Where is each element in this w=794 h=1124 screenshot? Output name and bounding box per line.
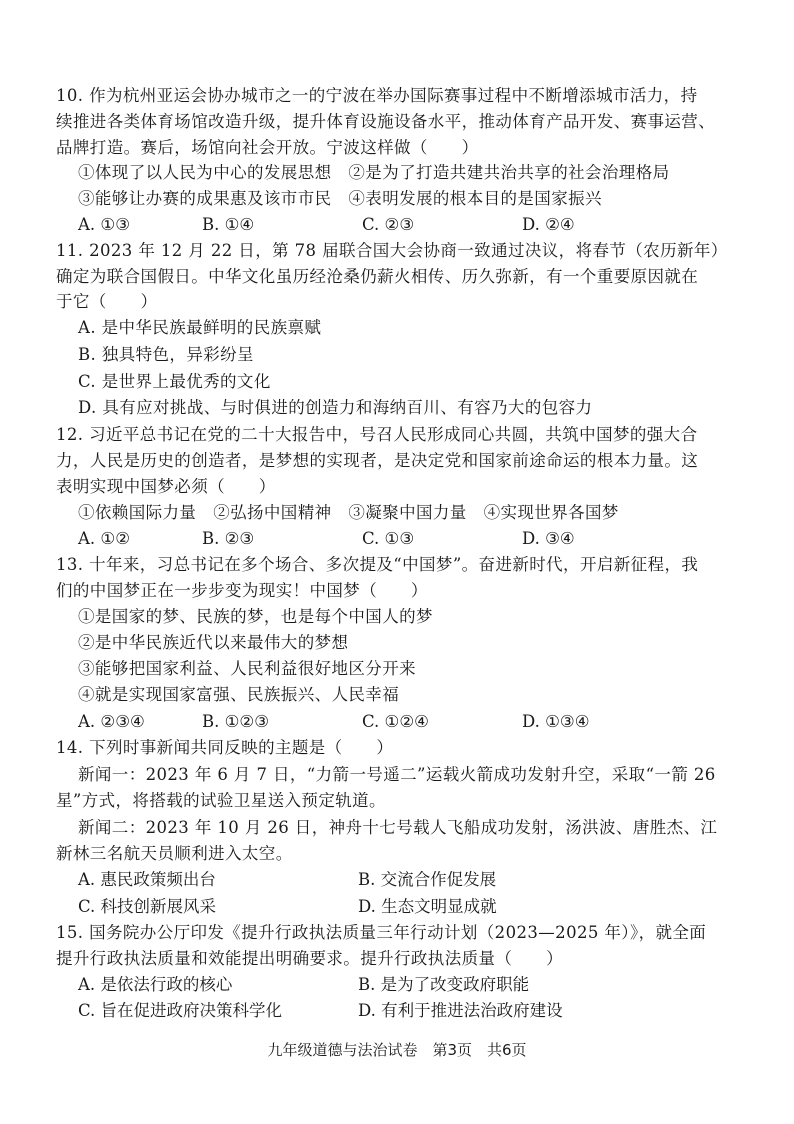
answer-options: [78, 870, 638, 890]
news-line: 星”方式，将搭载的试验卫星送入预定轨道。: [56, 791, 386, 810]
option-b: B. ②③: [202, 529, 255, 548]
question-stem-line: 提升行政执法质量和效能提出明确要求。提升行政执法质量（ ）: [56, 949, 563, 968]
option-a: A. 是依法行政的核心: [78, 975, 233, 994]
question-stem-line: 10. 作为杭州亚运会协办城市之一的宁波在举办国际赛事过程中不断增添城市活力，持: [56, 86, 698, 105]
question-stem-line: 表明实现中国梦必须（ ）: [56, 477, 276, 496]
option-a: A. 惠民政策频出台: [78, 870, 216, 889]
option-c: C. 旨在促进政府决策科学化: [78, 1001, 283, 1020]
statement-line: ①是国家的梦、民族的梦，也是每个中国人的梦: [78, 607, 433, 626]
statement-line: ②是中华民族近代以来最伟大的梦想: [78, 633, 349, 652]
option-c: C. ①③: [362, 529, 415, 548]
question-stem-line: 14. 下列时事新闻共同反映的主题是（ ）: [56, 738, 394, 757]
answer-options: [78, 215, 638, 235]
question-stem-line: 力，人民是历史的创造者，是梦想的实现者，是决定党和国家前途命运的根本力量。这: [56, 451, 699, 470]
news-line: 新林三名航天员顺利进入太空。: [56, 844, 293, 863]
option-b: B. ①②③: [202, 712, 269, 731]
option-d: D. 有利于推进法治政府建设: [358, 1001, 563, 1020]
answer-options: [78, 712, 638, 732]
option-b: B. ①④: [202, 215, 255, 234]
news-line: 新闻一：2023 年 6 月 7 日，“力箭一号遥二”运载火箭成功发射升空，采取“一箭 26: [78, 765, 716, 784]
statement-line: ①体现了以人民为中心的发展思想 ②是为了打造共建共治共享的社会治理格局: [78, 163, 670, 182]
answer-options: [78, 975, 638, 995]
option-a: A. ①②: [78, 529, 130, 548]
page-footer: 九年级道德与法治试卷 第3页 共6页: [267, 1041, 527, 1059]
statement-line: ③能够把国家利益、人民利益很好地区分开来: [78, 659, 416, 678]
answer-options: [78, 897, 638, 917]
statement-line: ①依赖国际力量 ②弘扬中国精神 ③凝聚中国力量 ④实现世界各国梦: [78, 503, 619, 522]
question-stem-line: 15. 国务院办公厅印发《提升行政执法质量三年行动计划（2023—2025 年）》，就全面: [56, 923, 707, 942]
option-b: B. 交流合作促发展: [358, 870, 497, 889]
option-d: D. ③④: [522, 529, 575, 548]
answer-options: [78, 529, 638, 549]
option-c: C. 是世界上最优秀的文化: [78, 372, 271, 391]
option-a: A. ①③: [78, 215, 130, 234]
option-d: D. 生态文明显成就: [358, 897, 497, 916]
option-d: D. ②④: [522, 215, 575, 234]
option-c: C. 科技创新展风采: [78, 897, 217, 916]
option-a: A. ②③④: [78, 712, 145, 731]
question-stem-line: 于它（ ）: [56, 292, 158, 311]
question-stem-line: 品牌打造。赛后，场馆向社会开放。宁波这样做（ ）: [56, 138, 479, 157]
option-b: B. 独具特色，异彩纷呈: [78, 345, 254, 364]
option-a: A. 是中华民族最鲜明的民族禀赋: [78, 318, 322, 337]
question-stem-line: 11. 2023 年 12 月 22 日，第 78 届联合国大会协商一致通过决议，将春节（农历新年）: [56, 241, 728, 260]
question-stem-line: 确定为联合国假日。中华文化虽历经沧桑仍薪火相传、历久弥新，有一个重要原因就在: [56, 267, 699, 286]
option-d: D. ①③④: [522, 712, 590, 731]
statement-line: ③能够让办赛的成果惠及该市市民 ④表明发展的根本目的是国家振兴: [78, 189, 602, 208]
option-c: C. ②③: [362, 215, 415, 234]
answer-options: [78, 1001, 638, 1021]
question-stem-line: 13. 十年来，习总书记在多个场合、多次提及“中国梦”。奋进新时代，开启新征程，我: [56, 555, 699, 574]
option-b: B. 是为了改变政府职能: [358, 975, 530, 994]
question-stem-line: 12. 习近平总书记在党的二十大报告中，号召人民形成同心共圆，共筑中国梦的强大合: [56, 425, 698, 444]
option-c: C. ①②④: [362, 712, 429, 731]
statement-line: ④就是实现国家富强、民族振兴、人民幸福: [78, 685, 400, 704]
question-stem-line: 们的中国梦正在一步步变为现实！中国梦（ ）: [56, 581, 428, 600]
option-d: D. 具有应对挑战、与时俱进的创造力和海纳百川、有容乃大的包容力: [78, 398, 593, 417]
question-stem-line: 续推进各类体育场馆改造升级，提升体育设施设备水平，推动体育产品开发、赛事运营、: [56, 112, 716, 131]
news-line: 新闻二：2023 年 10 月 26 日，神舟十七号载人飞船成功发射，汤洪波、唐胜杰、江: [78, 818, 718, 837]
